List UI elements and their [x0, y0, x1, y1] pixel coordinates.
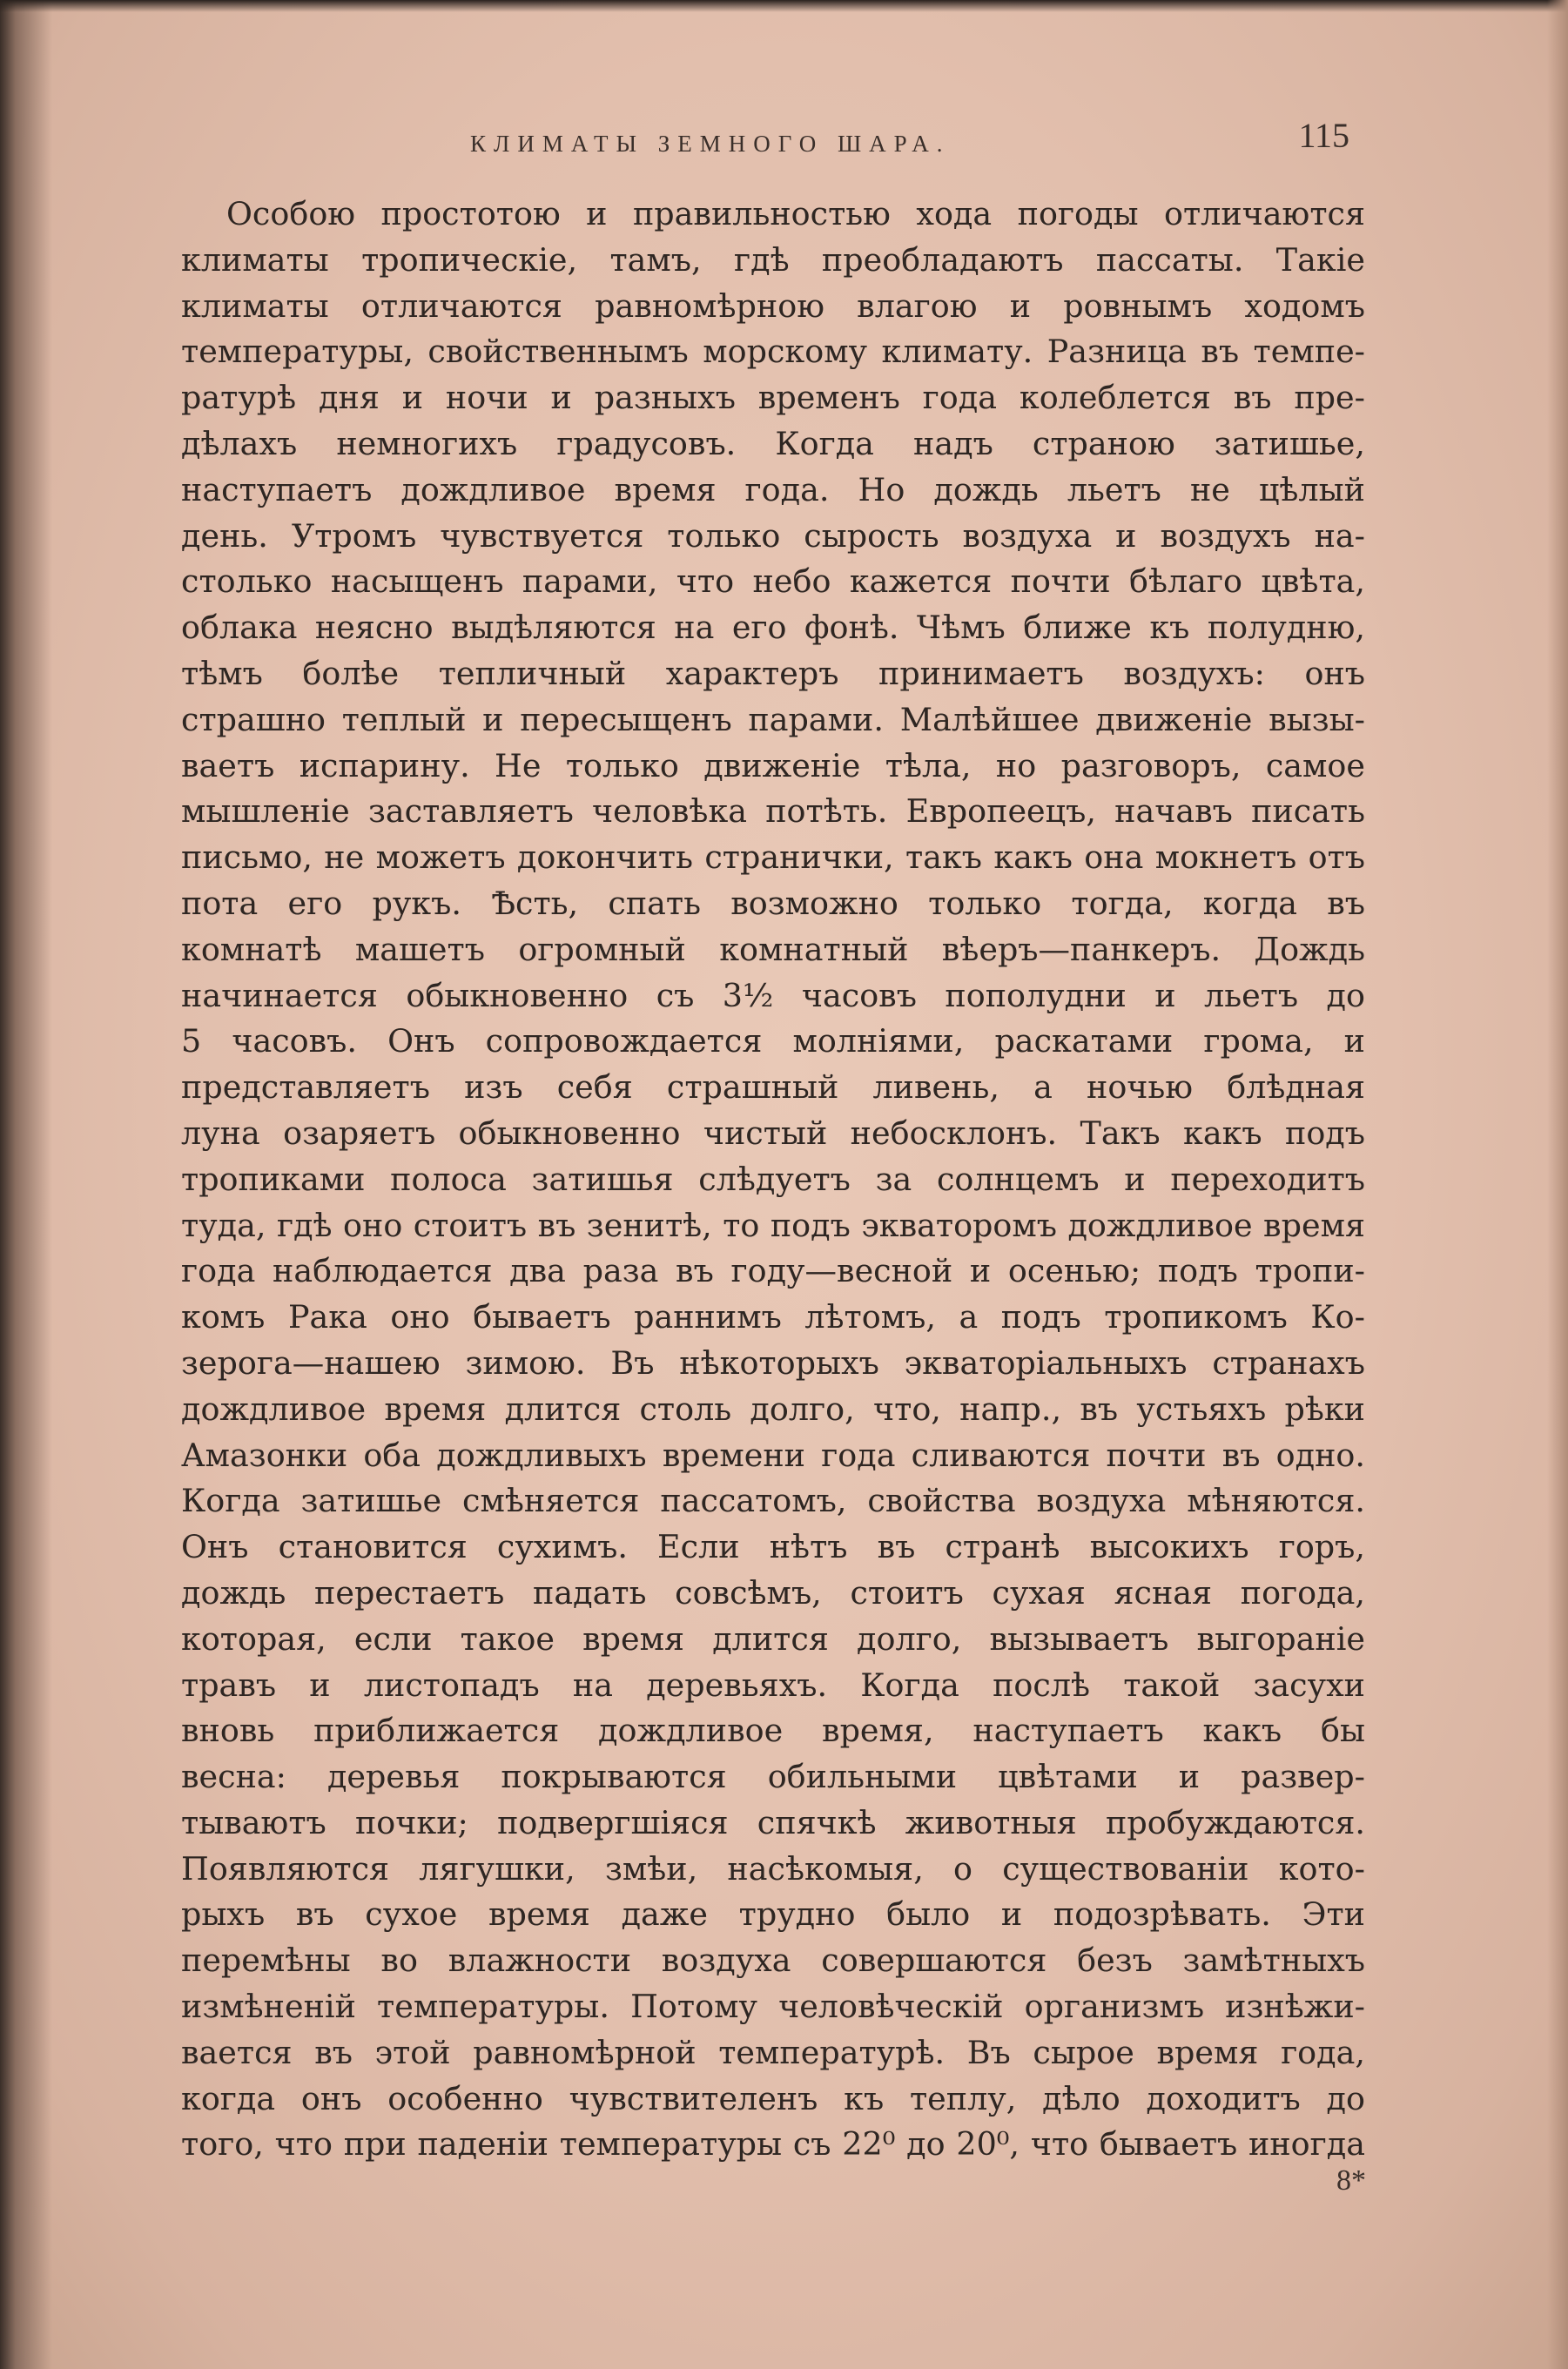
text-line: дѣлахъ немногихъ градусовъ. Когда надъ страною затишье, [181, 424, 1365, 462]
text-line: столько насыщенъ парами, что небо кажется почти бѣлаго цвѣта, [181, 562, 1365, 601]
text-line: ваетъ испарину. Не только движеніе тѣла, но разговоръ, самое [181, 746, 1365, 784]
text-line: комнатѣ машетъ огромный комнатный вѣеръ—панкеръ. Дождь [181, 930, 1365, 968]
text-line: перемѣны во влажности воздуха совершаются безъ замѣтныхъ [181, 1942, 1365, 1980]
text-line: климаты тропическіе, тамъ, гдѣ преобладаютъ пассаты. Такіе [181, 240, 1365, 279]
page-header [174, 113, 1349, 165]
text-line: Появляются лягушки, змѣи, насѣкомыя, о существованіи кото- [181, 1849, 1365, 1888]
text-line: Особою простотою и правильностью хода погоды отличаются [226, 195, 1365, 232]
text-line: вается въ этой равномѣрной температурѣ. Въ сырое время года, [181, 2033, 1365, 2071]
text-line: травъ и листопадъ на деревьяхъ. Когда послѣ такой засухи [181, 1666, 1365, 1704]
text-line: тываютъ почки; подвергшіяся спячкѣ животныя пробуждаются. [181, 1803, 1365, 1841]
text-line: комъ Рака оно бываетъ раннимъ лѣтомъ, а подъ тропикомъ Ко- [181, 1298, 1365, 1336]
text-line: того, что при паденіи температуры съ 22⁰ до 20⁰, что бываетъ иногда [181, 2125, 1365, 2164]
text-line: туда, гдѣ оно стоитъ въ зенитѣ, то подъ экваторомъ дождливое время [181, 1206, 1365, 1244]
text-line: представляетъ изъ себя страшный ливень, а ночью блѣдная [181, 1068, 1365, 1107]
page-number: 115 [1298, 116, 1349, 155]
text-line: года наблюдается два раза въ году—весной и осенью; подъ тропи- [181, 1252, 1365, 1290]
text-line: наступаетъ дождливое время года. Но дождь льетъ не цѣлый [181, 470, 1365, 508]
signature-mark: 8* [1336, 2164, 1366, 2197]
page-top-edge-shadow [0, 0, 1568, 12]
text-line: 5 часовъ. Онъ сопровождается молніями, раскатами грома, и [181, 1022, 1365, 1060]
text-line: дождь перестаетъ падать совсѣмъ, стоитъ сухая ясная погода, [181, 1573, 1365, 1612]
text-line: температуры, свойственнымъ морскому климату. Разница въ темпе- [181, 333, 1365, 371]
text-line: облака неясно выдѣляются на его фонѣ. Чѣмъ ближе къ полудню, [181, 609, 1365, 647]
text-line: Амазонки оба дождливыхъ времени года сливаются почти въ одно. [181, 1436, 1365, 1474]
text-line: вновь приближается дождливое время, наступаетъ какъ бы [181, 1712, 1365, 1750]
text-line: ратурѣ дня и ночи и разныхъ временъ года колеблется въ пре- [181, 379, 1365, 417]
text-line: дождливое время длится столь долго, что, напр., въ устьяхъ рѣки [181, 1390, 1365, 1428]
body-text [181, 192, 1365, 2168]
text-line: мышленіе заставляетъ человѣка потѣть. Европеецъ, начавъ писать [181, 792, 1365, 831]
text-line: страшно теплый и пересыщенъ парами. Малѣйшее движеніе вызы- [181, 700, 1365, 738]
text-line: луна озаряетъ обыкновенно чистый небосклонъ. Такъ какъ подъ [181, 1114, 1365, 1152]
running-title: КЛИМАТЫ ЗЕМНОГО ШАРА. [470, 131, 951, 157]
text-line: климаты отличаются равномѣрною влагою и ровнымъ ходомъ [181, 286, 1365, 325]
text-line: зерога—нашею зимою. Въ нѣкоторыхъ экваторіальныхъ странахъ [181, 1343, 1365, 1382]
text-line: день. Утромъ чувствуется только сырость воздуха и воздухъ на- [181, 516, 1365, 555]
text-line: Когда затишье смѣняется пассатомъ, свойства воздуха мѣняются. [181, 1482, 1365, 1520]
text-line: которая, если такое время длится долго, вызываетъ выгораніе [181, 1619, 1365, 1658]
text-line: весна: деревья покрываются обильными цвѣтами и развер- [181, 1758, 1365, 1796]
text-line: Онъ становится сухимъ. Если нѣтъ въ странѣ высокихъ горъ, [181, 1528, 1365, 1566]
text-line: начинается обыкновенно съ 3½ часовъ пополудни и льетъ до [181, 976, 1365, 1014]
page-right-edge [1547, 0, 1568, 2369]
text-line: тѣмъ болѣе тепличный характеръ принимаетъ воздухъ: онъ [181, 654, 1365, 692]
text-line: пота его рукъ. Ѣсть, спать возможно только тогда, когда въ [181, 884, 1365, 922]
text-line: когда онъ особенно чувствителенъ къ теплу, дѣло доходитъ до [181, 2079, 1365, 2117]
text-line: письмо, не можетъ докончить странички, такъ какъ она мокнетъ отъ [181, 838, 1365, 877]
text-line: рыхъ въ сухое время даже трудно было и подозрѣвать. Эти [181, 1895, 1365, 1934]
page-left-edge-shadow [0, 0, 52, 2369]
text-line: измѣненій температуры. Потому человѣческій организмъ изнѣжи- [181, 1988, 1365, 2026]
text-line: тропиками полоса затишья слѣдуетъ за солнцемъ и переходитъ [181, 1160, 1365, 1198]
